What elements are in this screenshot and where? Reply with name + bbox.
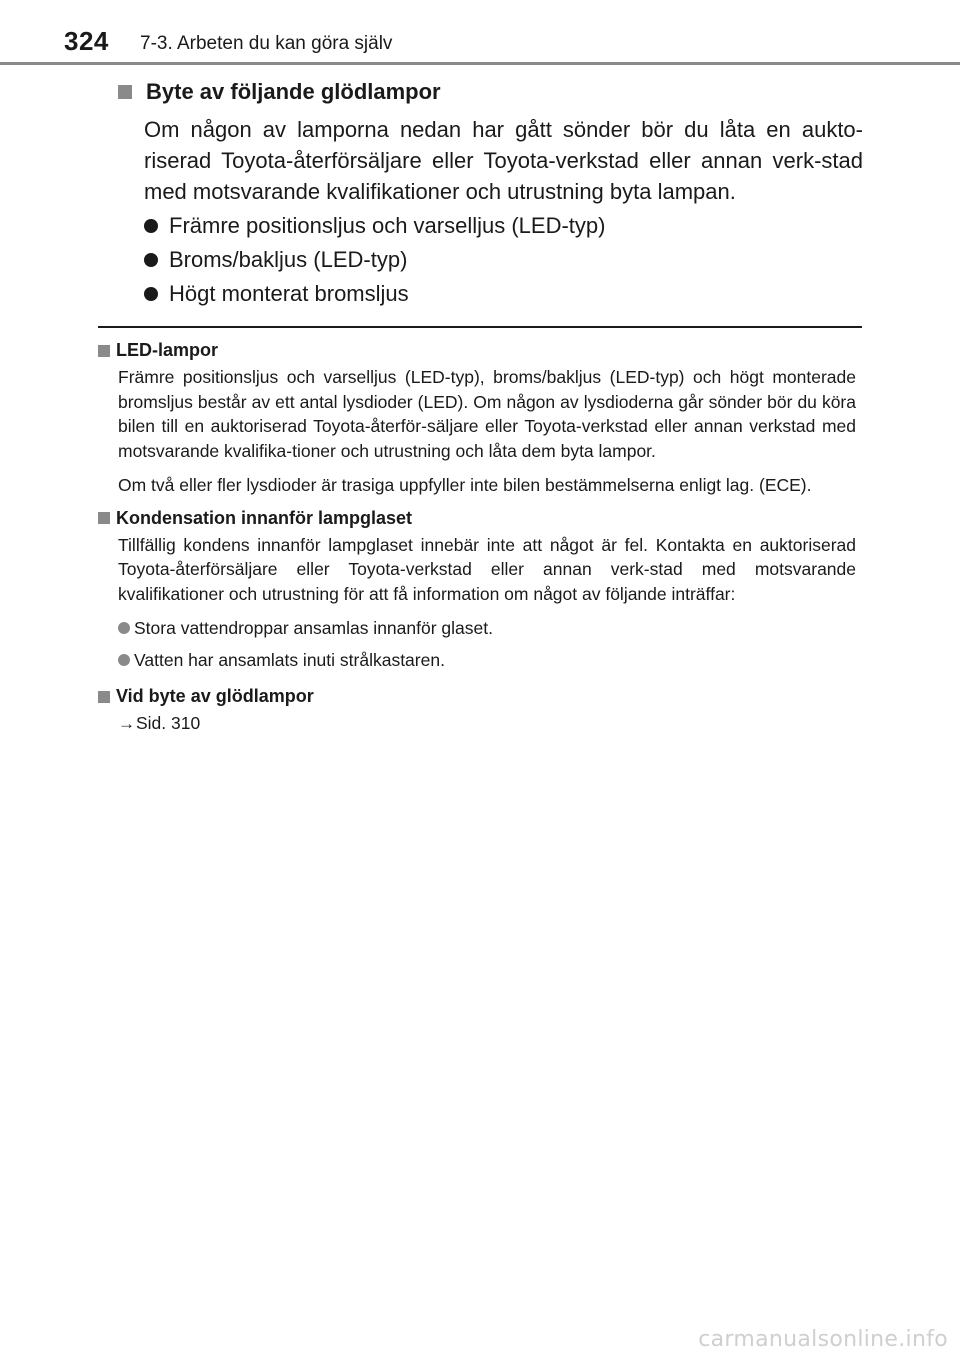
page-number: 324 [64,26,109,56]
list-item [118,612,856,644]
replacement-heading [98,684,856,709]
bulb-replacement-heading [118,76,863,108]
led-section [98,338,856,498]
square-bullet-icon [98,345,110,357]
led-heading-text: LED-lampor [116,340,219,360]
round-bullet-icon [118,622,130,634]
list-item [118,644,856,676]
condensation-paragraph: Tillfällig kondens innanför lampglaset innebär inte att något är fel. Kontakta en auktoriserad Toyota-återförsäljare eller Toyota-verkstad eller annan verk-stad med motsvarande kvalifikationer och utrustning för att få information om något av följande inträffar: [118,534,856,604]
round-bullet-icon [118,654,130,666]
header-rule [0,62,960,65]
arrow-right-icon: → [118,714,135,733]
bulb-replacement-paragraph: Om någon av lamporna nedan har gått sönder bör du låta en aukto-riserad Toyota-återförsäljare eller Toyota-verkstad eller annan verk-stad med motsvarande kvalifikationer och utrustning byta lampan. [144,117,863,204]
condensation-section [98,506,856,677]
section-title: 7-3. Arbeten du kan göra själv [140,33,393,54]
page-reference [118,711,856,737]
page-header [0,0,960,66]
square-bullet-icon [98,512,110,524]
notes-section [98,338,856,737]
round-bullet-icon [144,253,158,267]
condensation-list [118,612,856,676]
list-item-text: Broms/bakljus (LED-typ) [169,247,408,272]
watermark: carmanualsonline.info [698,1327,948,1352]
bulb-replacement-heading-text: Byte av följande glödlampor [146,79,441,104]
replacement-section [98,684,856,737]
condensation-heading [98,506,856,531]
condensation-heading-text: Kondensation innanför lampglaset [116,507,413,528]
replacement-heading-text: Vid byte av glödlampor [116,686,314,706]
round-bullet-icon [144,219,158,233]
square-bullet-icon [98,691,110,703]
page-reference-link[interactable]: Sid. 310 [136,713,201,733]
list-item-text: Högt monterat bromsljus [169,281,409,306]
led-paragraph: Om två eller fler lysdioder är trasiga uppfyller inte bilen bestämmelserna enligt lag. (ECE). [118,475,812,495]
list-item [144,243,863,277]
list-item-text: Främre positionsljus och varselljus (LED-typ) [169,213,606,238]
square-bullet-icon [118,85,132,99]
round-bullet-icon [144,287,158,301]
list-item-text: Vatten har ansamlats inuti strålkastaren. [134,650,445,670]
bulb-list [144,209,863,311]
led-paragraph: Främre positionsljus och varselljus (LED-typ), broms/bakljus (LED-typ) och högt monterade bromsljus består av ett antal lysdioder (LED). Om någon av lysdioderna går sönder bör du köra bilen till en auktoriserad Toyota-återför-säljare eller Toyota-verkstad eller annan verkstad med motsvarande kvalifika-tioner och utrustning och låta dem byta lampor. [118,367,856,461]
list-item-text: Stora vattendroppar ansamlas innanför glaset. [134,618,493,638]
list-item [144,277,863,311]
section-divider [98,326,862,328]
led-heading [98,338,856,363]
list-item [144,209,863,243]
bulb-replacement-section [118,76,863,311]
